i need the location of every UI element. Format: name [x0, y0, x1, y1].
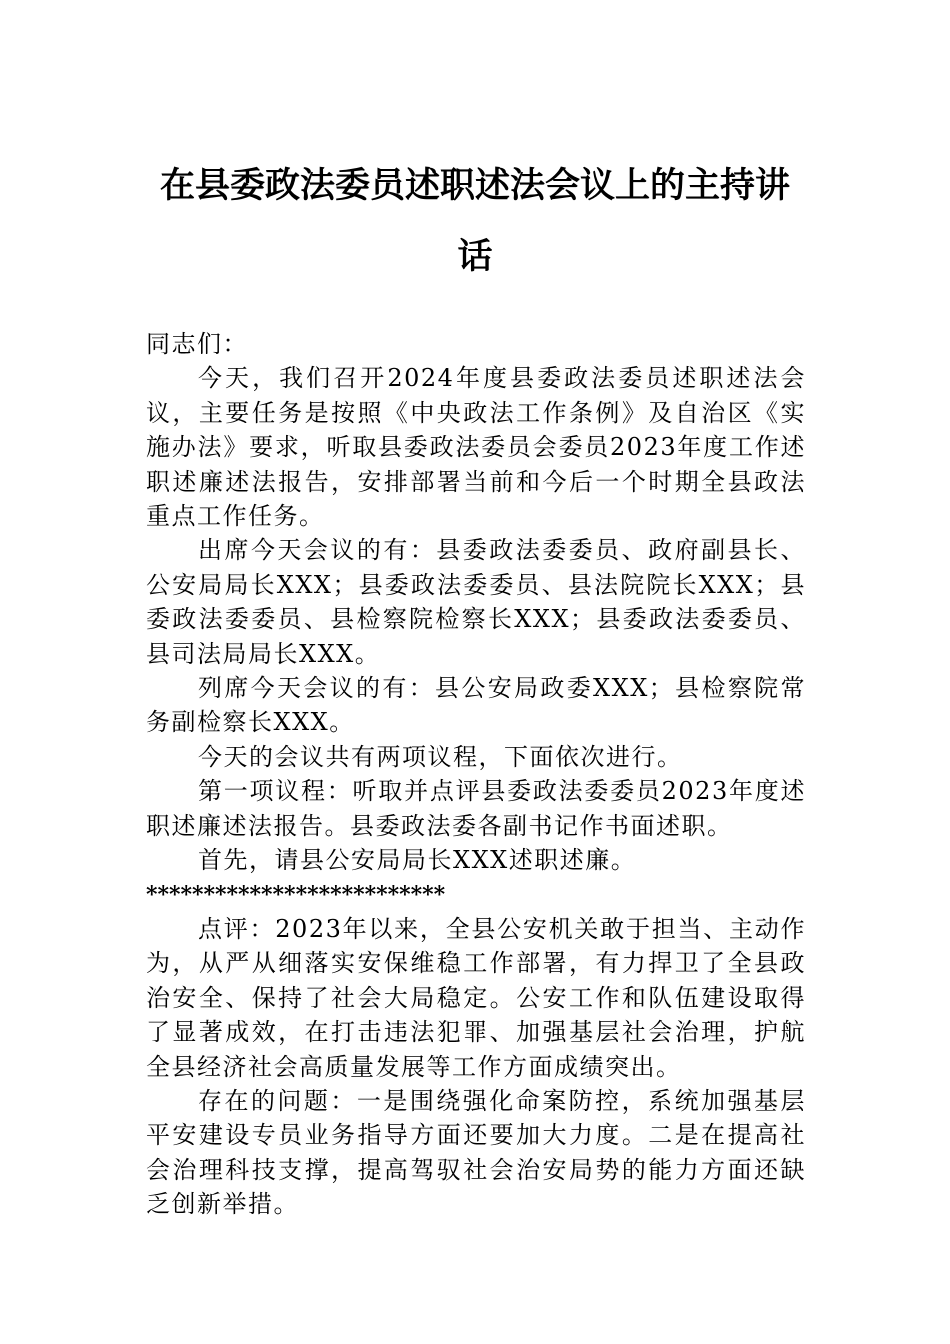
paragraph-opening: 今天，我们召开2024年度县委政法委员述职述法会议，主要任务是按照《中央政法工作条例》及自治区《实施办法》要求，听取县委政法委员会委员2023年度工作述职述廉述法报告，安排部署当前和今后一个时期全县政法重点工作任务。 — [146, 364, 806, 531]
paragraph-comment: 点评：2023年以来，全县公安机关敢于担当、主动作为，从严从细落实安保维稳工作部署，有力捍卫了全县政治安全、保持了社会大局稳定。公安工作和队伍建设取得了显著成效，在打击违法犯罪、加强基层社会治理，护航全县经济社会高质量发展等工作方面成绩突出。 — [146, 914, 806, 1081]
paragraph-first-item: 第一项议程：听取并点评县委政法委委员2023年度述职述廉述法报告。县委政法委各副书记作书面述职。 — [146, 777, 806, 840]
paragraph-attendees: 出席今天会议的有：县委政法委委员、政府副县长、公安局局长XXX；县委政法委委员、县法院院长XXX；县委政法委委员、县检察院检察长XXX；县委政法委委员、县司法局局长XXX。 — [146, 536, 806, 668]
document-title-line1: 在县委政法委员述职述法会议上的主持讲 — [159, 166, 790, 206]
paragraph-agenda: 今天的会议共有两项议程，下面依次进行。 — [198, 742, 683, 771]
paragraph-first-speaker: 首先，请县公安局局长XXX述职述廉。 — [198, 846, 637, 875]
paragraph-observers: 列席今天会议的有：县公安局政委XXX；县检察院常务副检察长XXX。 — [146, 674, 806, 737]
document-body — [146, 327, 806, 1222]
salutation: 同志们： — [146, 330, 248, 358]
paragraph-problems: 存在的问题：一是围绕强化命案防控，系统加强基层平安建设专员业务指导方面还要加大力度。二是在提高社会治理科技支撑，提高驾驭社会治安局势的能力方面还缺乏创新举措。 — [146, 1086, 806, 1219]
separator-stars: ************************** — [146, 881, 446, 908]
document-title-line2: 话 — [457, 237, 493, 277]
